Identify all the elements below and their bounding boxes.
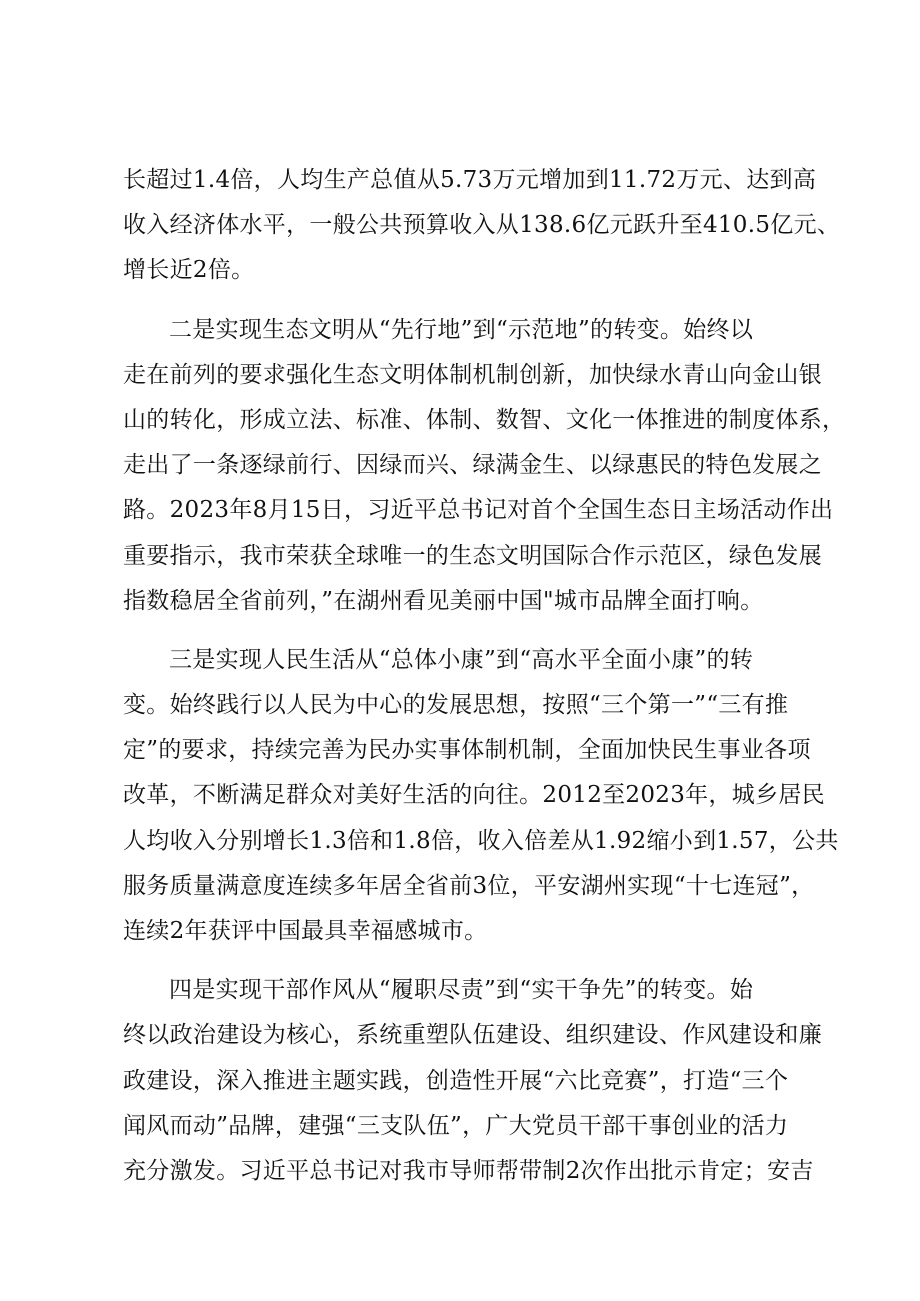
text-line: 四是实现干部作风从“履职尽责”到“实干争先”的转变。始 [169, 977, 754, 1004]
text-line: 定”的要求，持续完善为民办实事体制机制，全面加快民生事业各项 [123, 737, 811, 764]
text-line: 二是实现生态文明从“先行地”到“示范地”的转变。始终以 [169, 316, 754, 343]
text-line: 闻风而动”品牌，建强“三支队伍”，广大党员干部干事创业的活力 [123, 1112, 789, 1139]
text-line: 连续2年获评中国最具幸福感城市。 [123, 918, 488, 944]
text-line: 服务质量满意度连续多年居全省前3位，平安湖州实现“十七连冠”， [123, 872, 815, 899]
paragraph-people-livelihood [123, 638, 839, 954]
paragraph-ecological-civilization [123, 308, 846, 624]
text-line: 收入经济体水平，一般公共预算收入从138.6亿元跃升至410.5亿元、 [123, 212, 841, 239]
text-line: 走在前列的要求强化生态文明体制机制创新，加快绿水青山向金山银 [123, 361, 822, 388]
text-line: 三是实现人民生活从“总体小康”到“高水平全面小康”的转 [169, 646, 754, 673]
document-body [123, 158, 846, 1194]
text-line: 改革，不断满足群众对美好生活的向往。2012至2023年，城乡居民 [123, 782, 825, 809]
text-line: 路。2023年8月15日，习近平总书记对首个全国生态日主场活动作出 [123, 497, 834, 524]
text-line: 重要指示，我市荣获全球唯一的生态文明国际合作示范区，绿色发展 [123, 542, 822, 569]
text-line: 政建设，深入推进主题实践，创造性开展“六比竞赛”，打造“三个 [123, 1067, 789, 1094]
text-line: 充分激发。习近平总书记对我市导师帮带制2次作出批示肯定；安吉 [123, 1157, 814, 1184]
text-line: 终以政治建设为核心，系统重塑队伍建设、组织建设、作风建设和廉 [123, 1022, 822, 1049]
text-line: 长超过1.4倍，人均生产总值从5.73万元增加到11.72万元、达到高 [123, 167, 817, 193]
text-line: 走出了一条逐绿前行、因绿而兴、绿满金生、以绿惠民的特色发展之 [123, 452, 822, 479]
text-line: 变。始终践行以人民为中心的发展思想，按照“三个第一”“三有推 [123, 692, 789, 719]
text-line: 人均收入分别增长1.3倍和1.8倍，收入倍差从1.92缩小到1.57，公共 [123, 827, 839, 854]
paragraph-economy-continued [123, 158, 841, 294]
text-line: 指数稳居全省前列，”在湖州看见美丽中国"城市品牌全面打响。 [123, 587, 764, 614]
paragraph-cadre-style [123, 968, 823, 1194]
text-line: 山的转化，形成立法、标准、体制、数智、文化一体推进的制度体系， [123, 406, 846, 433]
text-line: 增长近2倍。 [123, 257, 255, 284]
